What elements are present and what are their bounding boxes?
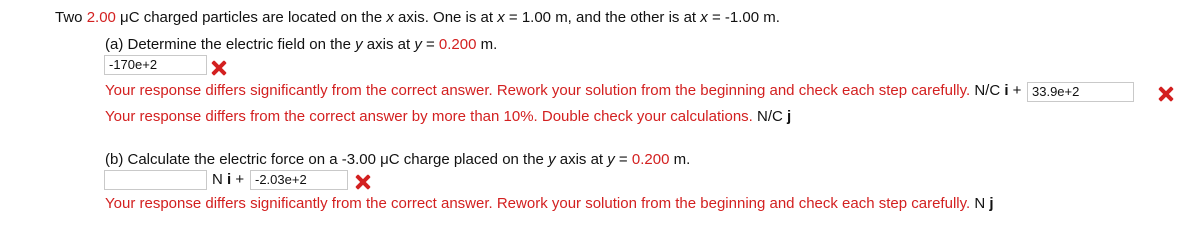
feedback-text: Your response differs significantly from the correct answer. Rework your solution from the beginning and check each step carefully. xyxy=(105,195,971,212)
part-a-answer-j-input[interactable]: 33.9e+2 xyxy=(1027,82,1134,102)
part-b-prompt xyxy=(105,151,690,169)
y-value: 0.200 xyxy=(631,151,670,168)
prompt-text: m. xyxy=(669,151,691,168)
part-b-answer-j-input[interactable]: -2.03e+2 xyxy=(250,170,348,190)
variable-y: y xyxy=(548,151,556,168)
part-b-feedback xyxy=(105,195,994,213)
variable-y: y xyxy=(607,151,615,168)
feedback-text: Your response differs significantly from the correct answer. Rework your solution from the beginning and check each step carefully. xyxy=(105,82,971,99)
problem-text: axis. One is at xyxy=(393,9,498,26)
charge-value: -3.00 xyxy=(341,151,376,168)
problem-statement xyxy=(55,9,780,27)
variable-y: y xyxy=(414,36,422,53)
part-b-i-unit xyxy=(212,171,244,189)
part-a-feedback-2 xyxy=(105,108,791,126)
x-mark-icon xyxy=(355,174,371,190)
prompt-text: axis at xyxy=(555,151,608,168)
prompt-text: μC charge placed on the xyxy=(375,151,549,168)
prompt-text: m. xyxy=(476,36,498,53)
feedback-text: Your response differs from the correct answer by more than 10%. Double check your calculations. xyxy=(105,108,753,125)
prompt-text: = xyxy=(421,36,439,53)
prompt-text: axis at xyxy=(362,36,415,53)
variable-x: x xyxy=(497,9,505,26)
unit-label: N xyxy=(212,171,227,188)
prompt-text: = xyxy=(614,151,632,168)
part-a-prompt xyxy=(105,36,497,54)
charge-value: 2.00 xyxy=(86,9,116,26)
variable-x: x xyxy=(700,9,708,26)
prompt-text: (a) Determine the electric field on the xyxy=(105,36,356,53)
variable-x: x xyxy=(386,9,394,26)
y-value: 0.200 xyxy=(438,36,477,53)
unit-label: N/C xyxy=(970,82,1005,99)
part-a-answer-i-input[interactable]: -170e+2 xyxy=(104,55,207,75)
problem-text: Two xyxy=(55,9,87,26)
problem-text: = 1.00 m, and the other is at xyxy=(504,9,701,26)
plus-sign: + xyxy=(231,171,245,188)
unit-vector-j: j xyxy=(989,195,994,212)
unit-label: N xyxy=(970,195,990,212)
unit-vector-i: i xyxy=(1004,82,1009,99)
problem-text: = -1.00 m. xyxy=(707,9,780,26)
part-b-answer-i-input[interactable] xyxy=(104,170,207,190)
prompt-text: (b) Calculate the electric force on a xyxy=(105,151,342,168)
variable-y: y xyxy=(355,36,363,53)
unit-label: N/C xyxy=(752,108,787,125)
x-mark-icon xyxy=(211,60,227,76)
x-mark-icon xyxy=(1158,86,1174,102)
plus-sign: + xyxy=(1008,82,1022,99)
problem-text: μC charged particles are located on the xyxy=(115,9,387,26)
part-a-feedback-1 xyxy=(105,82,1021,100)
unit-vector-i: i xyxy=(227,171,232,188)
unit-vector-j: j xyxy=(787,108,792,125)
